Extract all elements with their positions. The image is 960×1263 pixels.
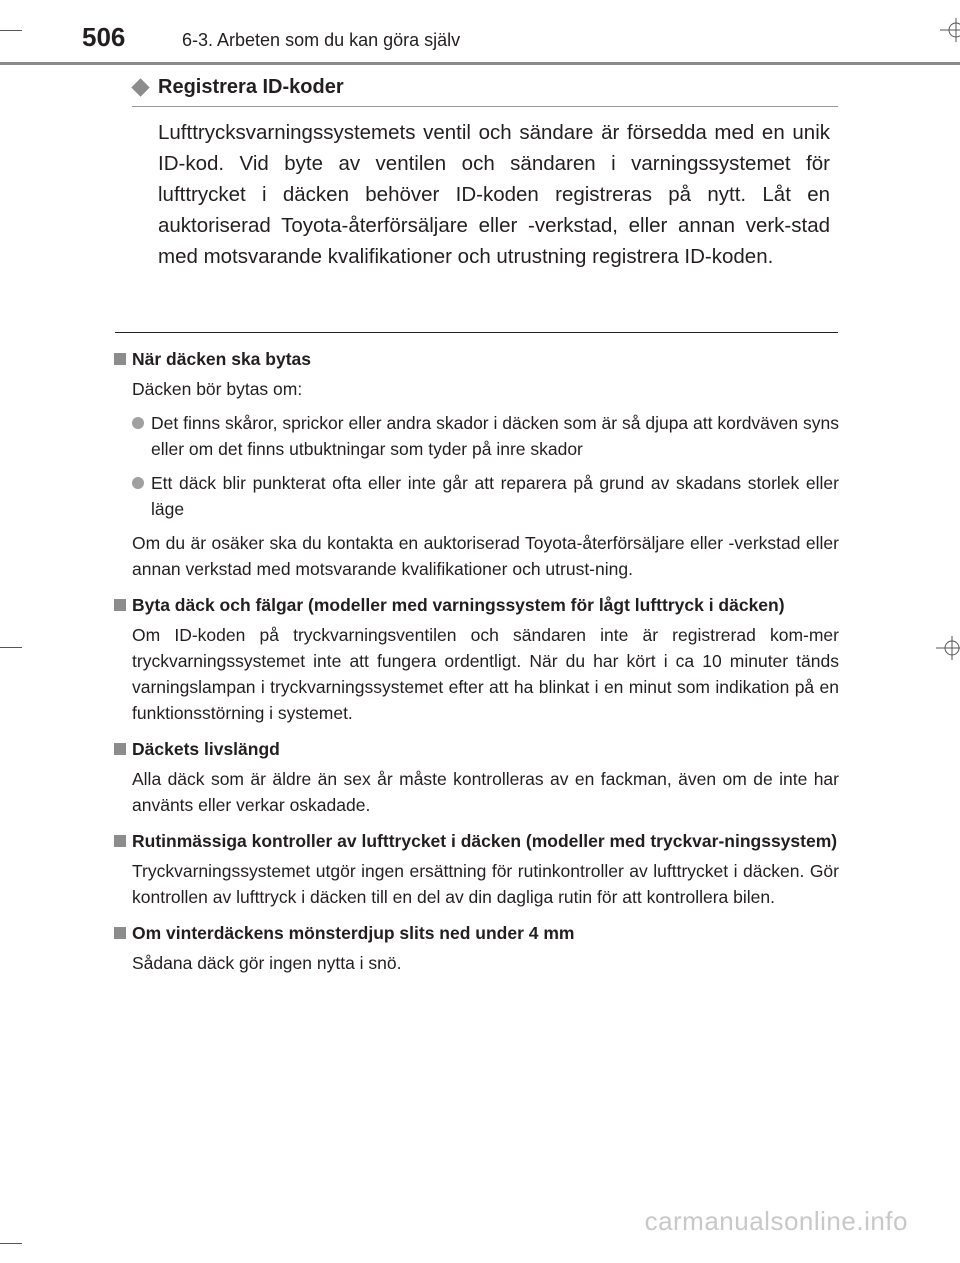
- subsection-title: Registrera ID-koder: [158, 76, 344, 98]
- square-bullet-icon: [114, 743, 126, 755]
- note-item: [113, 736, 839, 818]
- note-item: [113, 920, 839, 976]
- note-heading: Däckets livslängd: [113, 736, 839, 762]
- page-header: [0, 0, 960, 64]
- subsection-body: Lufttrycksvarningssystemets ventil och sändare är försedda med en unik ID-kod. Vid byte av ventilen och sändaren i varningssystemet för lufttrycket i däcken behöver ID-koden registreras på nytt. Låt en auktoriserad Toyota-återförsäljare eller -verkstad, eller annan verk-stad med motsvarande kvalifikationer och utrustning registrera ID-koden.: [158, 121, 830, 268]
- note-outro: Om du är osäker ska du kontakta en auktoriserad Toyota-återförsäljare eller -verkstad eller annan verkstad med motsvarande kvalifikationer och utrust-ning.: [132, 533, 839, 579]
- note-heading: När däcken ska bytas: [113, 346, 839, 372]
- list-item: Ett däck blir punkterat ofta eller inte går att reparera på grund av skadans storlek eller läge: [113, 470, 839, 522]
- square-bullet-icon: [114, 353, 126, 365]
- square-bullet-icon: [114, 927, 126, 939]
- note-item: [113, 828, 839, 910]
- square-bullet-icon: [114, 835, 126, 847]
- notes-list: [113, 346, 839, 986]
- header-rule: [0, 62, 960, 65]
- note-body: Om ID-koden på tryckvarningsventilen och sändaren inte är registrerad kom-mer tryckvarningssystemet inte att fungera ordentligt. När du har kört i ca 10 minuter tänds varningslampan i tryckvarningssystemet efter att ha blinkat i en minut som indikation på en funktionsstörning i systemet.: [132, 625, 839, 723]
- square-bullet-icon: [114, 599, 126, 611]
- crop-mark-mid-left: [0, 647, 22, 648]
- circle-bullet-icon: [132, 477, 144, 489]
- registration-mark-icon: [936, 636, 960, 660]
- note-intro: Däcken bör bytas om:: [132, 379, 303, 399]
- section-title: 6-3. Arbeten som du kan göra själv: [182, 30, 461, 50]
- note-body: Tryckvarningssystemet utgör ingen ersättning för rutinkontroller av lufttrycket i däcken. Gör kontrollen av lufttryck i däcken till en del av din dagliga rutin för att kontrollera bilen.: [132, 861, 839, 907]
- diamond-bullet-icon: [131, 78, 149, 96]
- note-body: Sådana däck gör ingen nytta i snö.: [132, 953, 402, 973]
- crop-mark-bottom-left: [0, 1243, 22, 1244]
- note-item: [113, 592, 839, 726]
- note-heading: Om vinterdäckens mönsterdjup slits ned under 4 mm: [113, 920, 839, 946]
- circle-bullet-icon: [132, 417, 144, 429]
- note-heading: Byta däck och fälgar (modeller med varningssystem för lågt lufttryck i däcken): [113, 592, 839, 618]
- section-divider: [115, 332, 838, 333]
- note-heading: Rutinmässiga kontroller av lufttrycket i däcken (modeller med tryckvar-ningssystem): [113, 828, 839, 854]
- subsection-heading: [132, 76, 838, 107]
- list-item: Det finns skåror, sprickor eller andra skador i däcken som är så djupa att kordväven syns eller om det finns utbuktningar som tyder på inre skador: [113, 410, 839, 462]
- note-body: Alla däck som är äldre än sex år måste kontrolleras av en fackman, även om de inte har använts eller verkar oskadade.: [132, 769, 839, 815]
- note-item: [113, 346, 839, 582]
- page-number: 506: [82, 22, 126, 52]
- watermark: carmanualsonline.info: [644, 1206, 908, 1236]
